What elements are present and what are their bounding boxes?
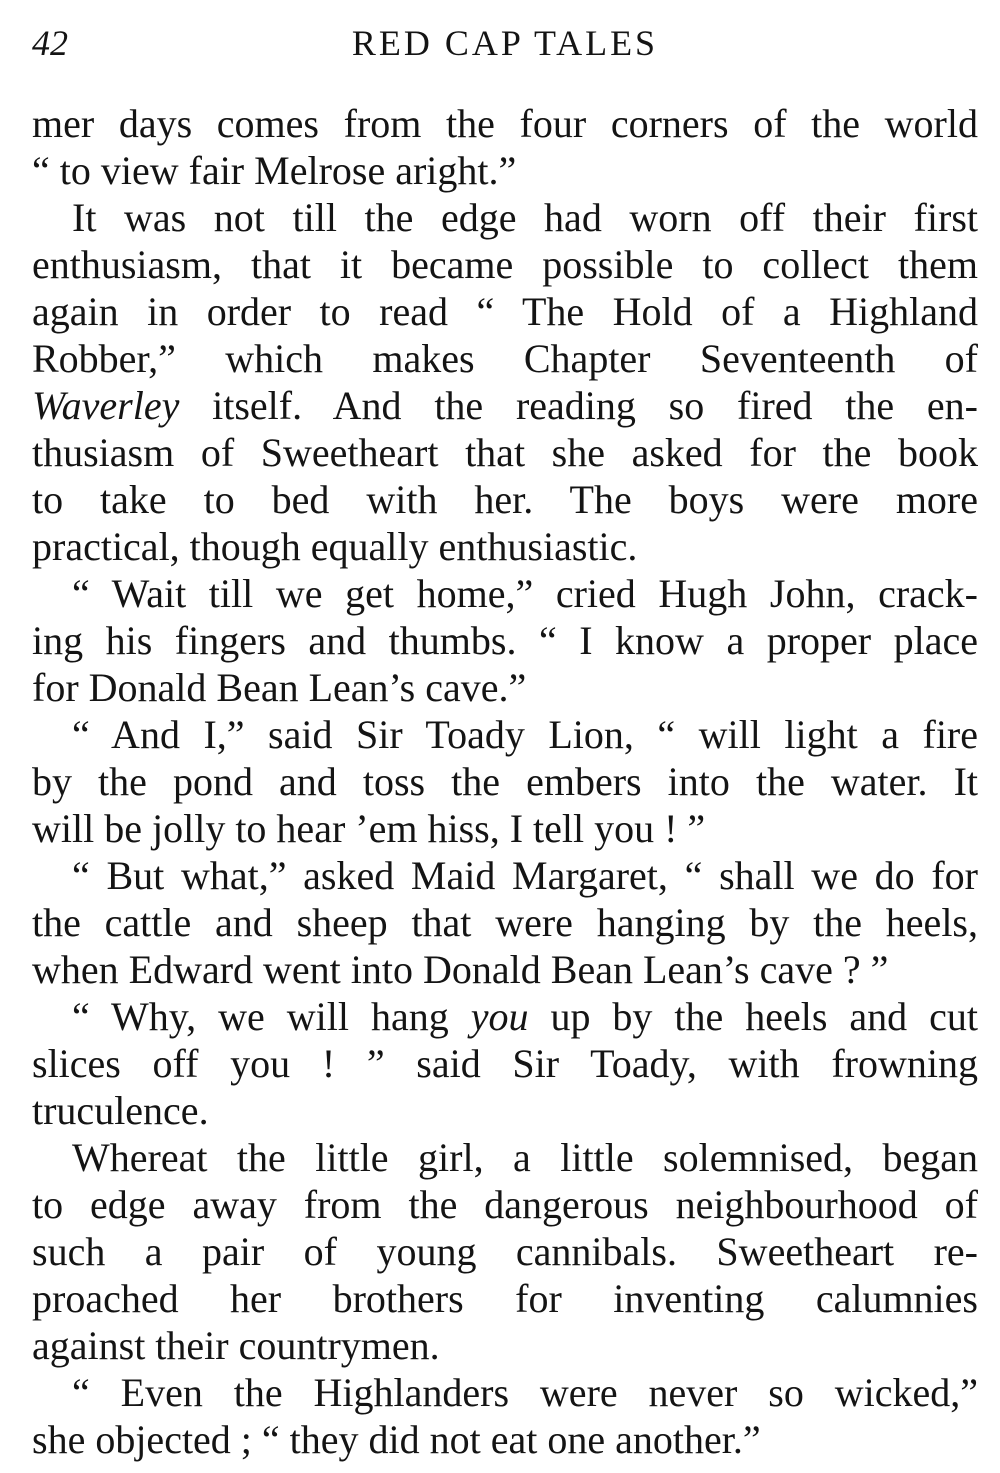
text-line: practical, though equally enthusiastic.	[32, 524, 638, 569]
text-line: for Donald Bean Lean’s cave.”	[32, 665, 527, 710]
text-line: proached her brothers for inventing calumnies	[32, 1276, 978, 1321]
text-line	[32, 993, 978, 1040]
body-text	[32, 100, 978, 1463]
text-line: truculence.	[32, 1088, 209, 1133]
italic-emphasis: you	[470, 994, 529, 1039]
text-line: such a pair of young cannibals. Sweetheart re-	[32, 1229, 978, 1274]
text-line: slices off you ! ” said Sir Toady, with frowning	[32, 1041, 978, 1086]
text-line: by the pond and toss the embers into the water. It	[32, 759, 978, 804]
text-line: “ And I,” said Sir Toady Lion, “ will light a fire	[72, 712, 978, 757]
text-line: to edge away from the dangerous neighbourhood of	[32, 1182, 978, 1227]
text-line: “ Even the Highlanders were never so wicked,”	[72, 1370, 978, 1415]
text-line: “ But what,” asked Maid Margaret, “ shall we do for	[72, 853, 978, 898]
running-head: RED CAP TALES	[351, 23, 659, 63]
text-line: again in order to read “ The Hold of a Highland	[32, 289, 978, 334]
page-header	[32, 18, 978, 70]
text-line: against their countrymen.	[32, 1323, 440, 1368]
italic-book-title: Waverley	[32, 383, 180, 428]
text-fragment: itself. And the reading so fired the en-	[179, 383, 978, 428]
text-line: mer days comes from the four corners of the world	[32, 101, 978, 146]
text-line: It was not till the edge had worn off their first	[72, 195, 978, 240]
text-line: the cattle and sheep that were hanging by the heels,	[32, 900, 978, 945]
text-line: enthusiasm, that it became possible to collect them	[32, 242, 978, 287]
text-line: to take to bed with her. The boys were more	[32, 477, 978, 522]
text-fragment: up by the heels and cut	[528, 994, 978, 1039]
text-fragment: “ Why, we will hang	[72, 994, 471, 1039]
text-line: thusiasm of Sweetheart that she asked for the book	[32, 430, 978, 475]
text-line: “ to view fair Melrose aright.”	[32, 148, 517, 193]
page-number: 42	[32, 23, 68, 63]
text-line: will be jolly to hear ’em hiss, I tell you ! ”	[32, 806, 706, 851]
text-line: Robber,” which makes Chapter Seventeenth of	[32, 336, 978, 381]
text-line: “ Wait till we get home,” cried Hugh John, crack-	[72, 571, 978, 616]
text-line	[32, 382, 978, 429]
text-line: Whereat the little girl, a little solemnised, began	[72, 1135, 978, 1180]
text-line: she objected ; “ they did not eat one another.”	[32, 1417, 761, 1462]
text-line: when Edward went into Donald Bean Lean’s cave ? ”	[32, 947, 889, 992]
text-line: ing his fingers and thumbs. “ I know a proper place	[32, 618, 978, 663]
